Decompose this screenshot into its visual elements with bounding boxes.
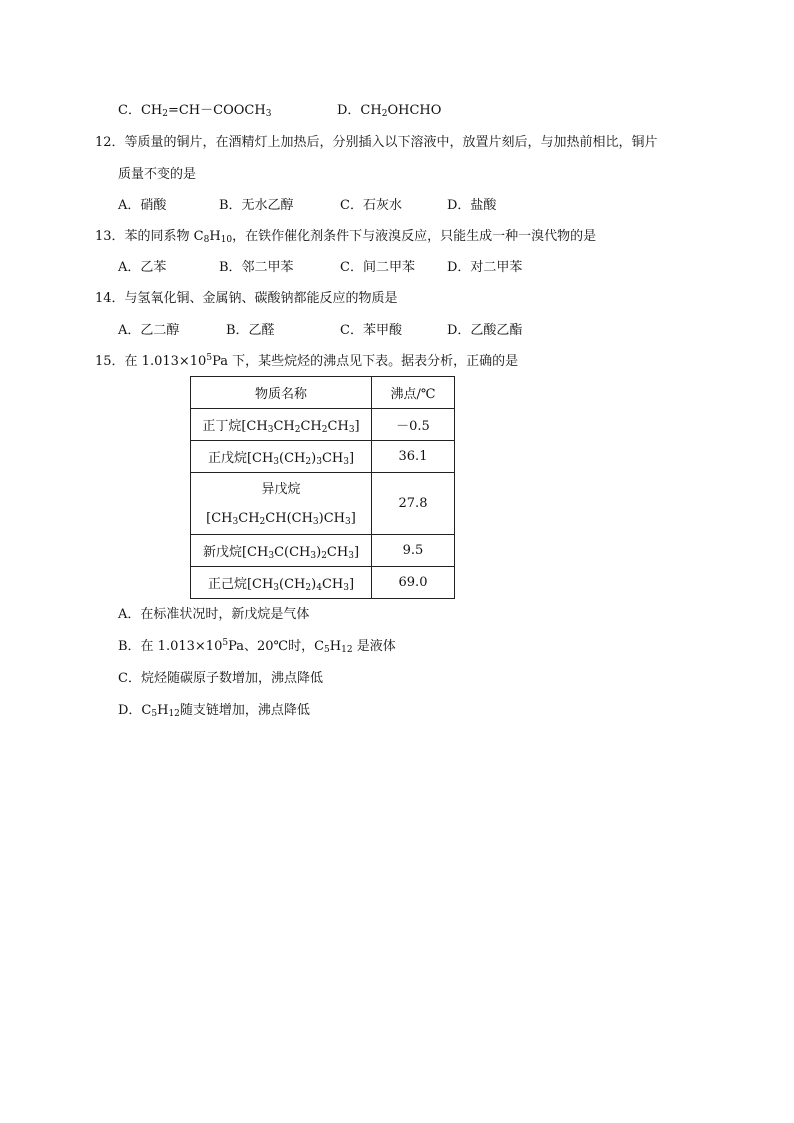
q15-option-b: B．在 $1.013\times 10^5Pa$、20℃时，$C_5H_{12}$ 是液体 <box>118 638 396 655</box>
header-substance-name: 物质名称 <box>191 377 372 409</box>
q15-option-c: C．烷烃随碳原子数增加，沸点降低 <box>118 671 323 686</box>
table-row <box>191 535 455 567</box>
table-row <box>191 567 455 599</box>
q14-option-d: D．乙酸乙酯 <box>447 323 523 338</box>
substance-name-cell: 正己烷$[CH_3(CH_2)_4CH_3]$ <box>191 567 372 599</box>
q14-option-a: A．乙二醇 <box>118 323 180 338</box>
substance-name-cell: 正丁烷$[CH_3CH_2CH_2CH_3]$ <box>191 409 372 441</box>
boiling-point-cell: －0.5 <box>372 409 455 441</box>
q12-option-b: B．无水乙醇 <box>219 198 294 213</box>
boiling-point-cell: 27.8 <box>372 473 455 535</box>
boiling-point-cell: 36.1 <box>372 441 455 473</box>
q15-option-d: D．$C_5H_{12}$随支链增加，沸点降低 <box>118 703 310 719</box>
q11-option-c: C．$CH_2=CH-COOCH_3$ <box>118 103 272 119</box>
boiling-point-cell: 9.5 <box>372 535 455 567</box>
header-boiling-point: 沸点/℃ <box>372 377 455 409</box>
boiling-point-table <box>190 376 455 599</box>
boiling-point-cell: 69.0 <box>372 567 455 599</box>
q13-option-d: D．对二甲苯 <box>447 260 523 275</box>
substance-name-cell: 异戊烷 $[CH_3CH_2CH(CH_3)CH_3]$ <box>191 473 372 535</box>
q15-option-a: A．在标准状况时，新戊烷是气体 <box>118 607 310 622</box>
q13-option-a: A．乙苯 <box>118 260 167 275</box>
q11-option-d: D．$CH_2OHCHO$ <box>337 103 442 119</box>
substance-name-cell: 新戊烷$[CH_3C(CH_3)_2CH_3]$ <box>191 535 372 567</box>
q12-stem-line2: 质量不变的是 <box>118 167 197 182</box>
substance-name-cell: 正戊烷$[CH_3(CH_2)_3CH_3]$ <box>191 441 372 473</box>
q14-option-b: B．乙醛 <box>226 323 275 338</box>
q13-option-c: C．间二甲苯 <box>340 260 415 275</box>
q13-stem: 13．苯的同系物 $C_8H_{10}$，在铁作催化剂条件下与液溴反应，只能生成一种一溴代物的是 <box>95 229 597 245</box>
q12-option-c: C．石灰水 <box>340 198 402 213</box>
q13-option-b: B．邻二甲苯 <box>219 260 294 275</box>
q14-stem: 14．与氢氧化铜、金属钠、碳酸钠都能反应的物质是 <box>95 291 398 306</box>
q12-option-a: A．硝酸 <box>118 198 167 213</box>
table-header-row <box>191 377 455 409</box>
table-row <box>191 473 455 535</box>
q14-option-c: C．苯甲酸 <box>340 323 402 338</box>
table-row <box>191 441 455 473</box>
q12-option-d: D．盐酸 <box>447 198 497 213</box>
table-row <box>191 409 455 441</box>
q15-stem: 15．在 $1.013\times 10^5Pa$ 下，某些烷烃的沸点见下表。据表分析，正确的是 <box>95 353 519 369</box>
q12-stem-line1: 12．等质量的铜片，在酒精灯上加热后，分别插入以下溶液中，放置片刻后，与加热前相比，铜片 <box>95 135 658 150</box>
